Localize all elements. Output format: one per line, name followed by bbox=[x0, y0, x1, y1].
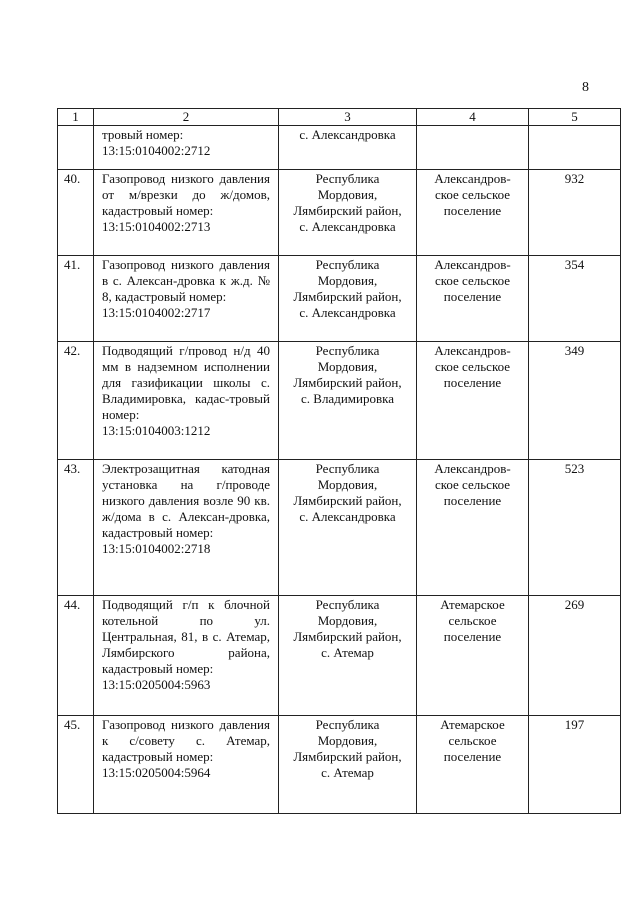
location-cell: с. Александровка bbox=[279, 126, 417, 170]
continuation-row bbox=[58, 126, 621, 170]
table-row bbox=[58, 256, 621, 342]
location-cell bbox=[279, 170, 417, 256]
location-line: Лямбирский район, bbox=[293, 375, 402, 390]
cadastral-number: 13:15:0104003:1212 bbox=[102, 423, 211, 438]
length-cell: 354 bbox=[529, 256, 621, 342]
cadastral-number: 13:15:0104002:2718 bbox=[102, 541, 211, 556]
settlement-line: поселение bbox=[443, 375, 502, 390]
table-row bbox=[58, 170, 621, 256]
row-number-cell bbox=[58, 126, 94, 170]
settlement-line: поселение bbox=[443, 289, 502, 304]
settlement-line: поселение bbox=[443, 493, 502, 508]
length-cell: 269 bbox=[529, 596, 621, 716]
settlement-line: Александров- bbox=[434, 257, 511, 272]
settlement-line: сельское bbox=[448, 613, 497, 628]
row-number-cell: 40. bbox=[58, 170, 94, 256]
location-line: Лямбирский район, bbox=[293, 749, 402, 764]
object-name-cell bbox=[94, 342, 279, 460]
object-name-cell bbox=[94, 460, 279, 596]
location-line: с. Атемар bbox=[321, 645, 374, 660]
object-name-text: Газопровод низкого давления в с. Алексан-дровка к ж.д. № 8, кадастровый номер: bbox=[102, 257, 270, 304]
location-line: Республика bbox=[315, 597, 380, 612]
row-number-cell: 43. bbox=[58, 460, 94, 596]
location-line: Лямбирский район, bbox=[293, 289, 402, 304]
settlement-cell bbox=[417, 170, 529, 256]
object-name-text: Электрозащитная катодная установка на г/проводе низкого давления возле 90 кв. ж/дома в с. Алексан-дровка, кадастровый номер: bbox=[102, 461, 270, 540]
object-name-cell bbox=[94, 170, 279, 256]
location-cell bbox=[279, 342, 417, 460]
object-name-cell bbox=[94, 596, 279, 716]
row-number-cell: 42. bbox=[58, 342, 94, 460]
object-name-text: Газопровод низкого давления от м/врезки до ж/домов, кадастровый номер: bbox=[102, 171, 270, 218]
row-number-cell: 45. bbox=[58, 716, 94, 814]
settlement-line: поселение bbox=[443, 749, 502, 764]
location-line: Мордовия, bbox=[317, 733, 378, 748]
location-cell bbox=[279, 256, 417, 342]
location-line: с. Александровка bbox=[299, 219, 396, 234]
page-number: 8 bbox=[582, 80, 589, 95]
location-cell bbox=[279, 716, 417, 814]
length-cell: 523 bbox=[529, 460, 621, 596]
object-name-cell bbox=[94, 256, 279, 342]
row-number-cell: 44. bbox=[58, 596, 94, 716]
location-cell bbox=[279, 596, 417, 716]
object-name-text: Газопровод низкого давления к с/совету с. Атемар, кадастровый номер: bbox=[102, 717, 270, 764]
settlement-line: поселение bbox=[443, 203, 502, 218]
settlement-cell bbox=[417, 596, 529, 716]
settlement-cell bbox=[417, 460, 529, 596]
settlement-cell bbox=[417, 342, 529, 460]
location-line: Республика bbox=[315, 717, 380, 732]
object-name-text: Подводящий г/провод н/д 40 мм в надземном исполнении для газификации школы с. Владимировка, кадас-тровый номер: bbox=[102, 343, 270, 422]
location-line: Лямбирский район, bbox=[293, 629, 402, 644]
header-col-3: 3 bbox=[279, 109, 417, 126]
length-cell bbox=[529, 126, 621, 170]
location-line: с. Атемар bbox=[321, 765, 374, 780]
location-line: Мордовия, bbox=[317, 359, 378, 374]
header-col-1: 1 bbox=[58, 109, 94, 126]
location-line: с. Александровка bbox=[299, 305, 396, 320]
settlement-line: Александров- bbox=[434, 461, 511, 476]
header-col-5: 5 bbox=[529, 109, 621, 126]
settlement-line: Александров- bbox=[434, 171, 511, 186]
location-line: Республика bbox=[315, 257, 380, 272]
settlement-line: ское сельское bbox=[434, 187, 511, 202]
location-line: с. Александровка bbox=[299, 509, 396, 524]
length-cell: 349 bbox=[529, 342, 621, 460]
location-line: Мордовия, bbox=[317, 273, 378, 288]
header-col-4: 4 bbox=[417, 109, 529, 126]
settlement-line: сельское bbox=[448, 733, 497, 748]
row-number-cell: 41. bbox=[58, 256, 94, 342]
object-name-cell bbox=[94, 716, 279, 814]
cadastral-number: 13:15:0205004:5963 bbox=[102, 677, 211, 692]
settlement-line: ское сельское bbox=[434, 477, 511, 492]
location-cell bbox=[279, 460, 417, 596]
location-line: Лямбирский район, bbox=[293, 493, 402, 508]
header-col-2: 2 bbox=[94, 109, 279, 126]
table-row bbox=[58, 596, 621, 716]
settlement-line: Александров- bbox=[434, 343, 511, 358]
settlement-line: ское сельское bbox=[434, 359, 511, 374]
cadastral-number: 13:15:0104002:2713 bbox=[102, 219, 211, 234]
object-name-text: тровый номер: bbox=[102, 127, 184, 142]
settlement-line: Атемарское bbox=[440, 597, 505, 612]
header-row bbox=[58, 109, 621, 126]
cadastral-number: 13:15:0205004:5964 bbox=[102, 765, 211, 780]
settlement-cell bbox=[417, 716, 529, 814]
length-cell: 197 bbox=[529, 716, 621, 814]
location-line: Республика bbox=[315, 171, 380, 186]
location-line: Республика bbox=[315, 343, 380, 358]
length-cell: 932 bbox=[529, 170, 621, 256]
cadastral-number: 13:15:0104002:2712 bbox=[102, 143, 211, 158]
objects-table bbox=[57, 108, 621, 814]
object-name-text: Подводящий г/п к блочной котельной по ул. Центральная, 81, в с. Атемар, Лямбирского района, кадастровый номер: bbox=[102, 597, 270, 676]
cadastral-number: 13:15:0104002:2717 bbox=[102, 305, 211, 320]
table-row bbox=[58, 460, 621, 596]
settlement-line: Атемарское bbox=[440, 717, 505, 732]
location-line: Республика bbox=[315, 461, 380, 476]
location-line: Лямбирский район, bbox=[293, 203, 402, 218]
object-name-cell bbox=[94, 126, 279, 170]
settlement-line: поселение bbox=[443, 629, 502, 644]
settlement-cell bbox=[417, 256, 529, 342]
location-line: Мордовия, bbox=[317, 613, 378, 628]
location-line: с. Владимировка bbox=[301, 391, 394, 406]
settlement-line: ское сельское bbox=[434, 273, 511, 288]
table-row bbox=[58, 716, 621, 814]
table-row bbox=[58, 342, 621, 460]
location-line: Мордовия, bbox=[317, 477, 378, 492]
settlement-cell bbox=[417, 126, 529, 170]
location-line: Мордовия, bbox=[317, 187, 378, 202]
